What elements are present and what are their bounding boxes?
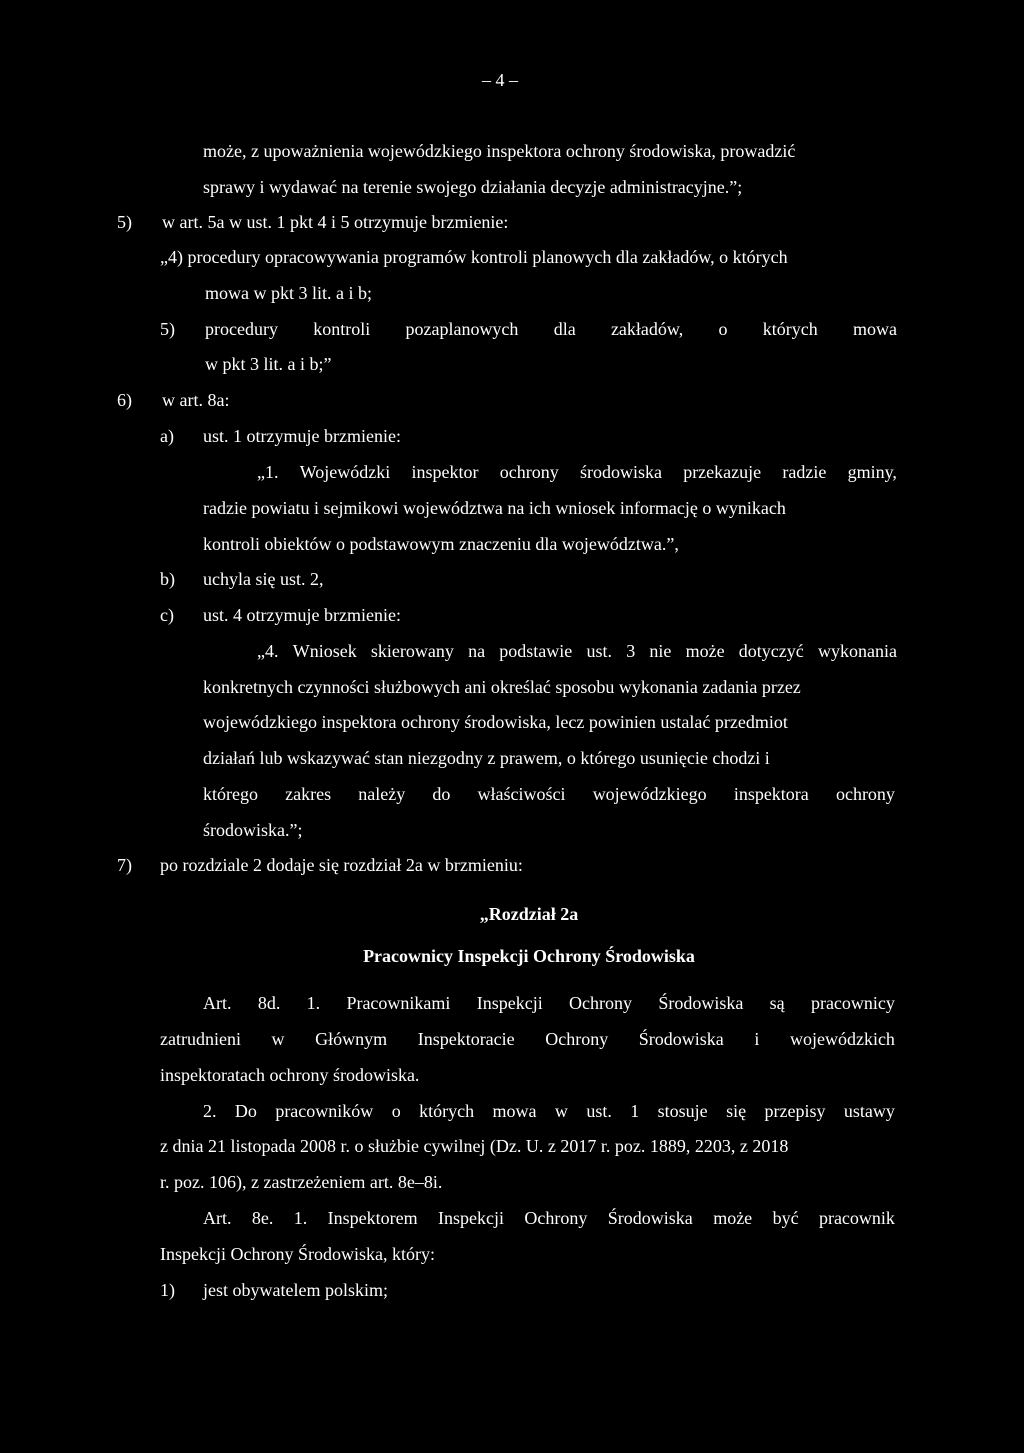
justified-line [257,461,897,483]
word: Ochrony [545,1029,609,1049]
word: nie [649,641,672,661]
page-number: – 4 – [482,70,518,90]
list-letter: a) [160,426,174,446]
word: podstawie [499,641,573,661]
word: Inspekcji [438,1208,505,1228]
word: do [432,784,451,804]
text-line: Inspekcji Ochrony Środowiska, który: [160,1244,435,1264]
word: przekazuje [683,462,762,482]
word: Środowiska [658,993,744,1013]
text-line: radzie powiatu i sejmikowi województwa na ich wniosek informację o wynikach [203,498,786,518]
text-line: inspektoratach ochrony środowiska. [160,1065,420,1085]
word: gminy, [847,462,897,482]
word: „1. [257,462,279,482]
word: mowa [492,1101,537,1121]
chapter-subtitle: Pracownicy Inspekcji Ochrony Środowiska [363,946,695,966]
word: na [468,641,486,661]
list-number: 5) [160,319,175,339]
list-number: 7) [117,855,132,875]
word: 8d. [257,993,281,1013]
word: zakres [285,784,332,804]
word: Inspektoracie [417,1029,515,1049]
chapter-title: „Rozdział 2a [479,904,579,924]
word: dotyczyć [738,641,804,661]
word: może [713,1208,753,1228]
word: pozaplanowych [405,319,519,339]
word: wojewódzkich [789,1029,895,1049]
text-line: w art. 8a: [162,390,230,410]
justified-line [257,640,897,662]
word: ust. [586,1101,612,1121]
word: Środowiska [638,1029,724,1049]
word: procedury [205,319,278,339]
word: mowa [852,319,897,339]
text-line: kontroli obiektów o podstawowym znaczeniu dla województwa.”, [203,534,679,554]
text-line: ust. 1 otrzymuje brzmienie: [203,426,401,446]
word: Art. [203,993,232,1013]
text-line: „4) procedury opracowywania programów kontroli planowych dla zakładów, o których [160,247,788,267]
word: Ochrony [524,1208,588,1228]
text-line: po rozdziale 2 dodaje się rozdział 2a w brzmieniu: [160,855,523,875]
text-line: uchyla się ust. 2, [203,569,324,589]
word: Do [234,1101,257,1121]
word: przepisy [764,1101,826,1121]
word: ochrony [835,784,895,804]
justified-line [203,992,895,1014]
word: „4. [257,641,279,661]
word: ust. [586,641,612,661]
text-line: mowa w pkt 3 lit. a i b; [205,283,372,303]
word: pracownicy [810,993,895,1013]
word: Art. [203,1208,232,1228]
word: zatrudnieni [160,1029,241,1049]
list-letter: c) [160,605,174,625]
text-line: w art. 5a w ust. 1 pkt 4 i 5 otrzymuje brzmienie: [162,212,509,232]
text-line: może, z upoważnienia wojewódzkiego inspektora ochrony środowiska, prowadzić [203,141,796,161]
word: środowiska [579,462,662,482]
word: 1. [293,1208,308,1228]
word: ustawy [843,1101,895,1121]
word: 1 [630,1101,640,1121]
word: i [754,1029,760,1049]
list-number: 1) [160,1280,175,1300]
word: 1. [306,993,321,1013]
text-line: ust. 4 otrzymuje brzmienie: [203,605,401,625]
word: Ochrony [569,993,633,1013]
text-line: środowiska.”; [203,820,303,840]
text-line: sprawy i wydawać na terenie swojego działania decyzje administracyjne.”; [203,177,743,197]
word: stosuje [657,1101,708,1121]
word: w [271,1029,285,1049]
word: się [726,1101,747,1121]
word: których [762,319,818,339]
word: może [685,641,725,661]
word: radzie [782,462,827,482]
word: kontroli [313,319,371,339]
word: w [554,1101,568,1121]
text-line: w pkt 3 lit. a i b;” [205,354,332,374]
word: Inspektorem [327,1208,418,1228]
word: zakładów, [610,319,684,339]
word: dla [553,319,576,339]
word: inspektor [411,462,479,482]
word: należy [358,784,406,804]
word: Wojewódzki [299,462,391,482]
word: wykonania [817,641,897,661]
word: Wniosek [292,641,357,661]
text-line: wojewódzkiego inspektora ochrony środowiska, lecz powinien ustalać przedmiot [203,712,788,732]
word: pracownik [818,1208,895,1228]
word: Inspekcji [476,993,543,1013]
justified-line [203,1100,895,1122]
word: 3 [626,641,636,661]
word: właściwości [477,784,566,804]
list-letter: b) [160,569,175,589]
word: być [772,1208,799,1228]
text-line: działań lub wskazywać stan niezgodny z prawem, o którego usunięcie chodzi i [203,748,770,768]
word: skierowany [370,641,454,661]
word: 8e. [251,1208,274,1228]
list-number: 6) [117,390,132,410]
word: inspektora [733,784,809,804]
word: Pracownikami [346,993,451,1013]
word: o [391,1101,401,1121]
list-number: 5) [117,212,132,232]
text-line: jest obywatelem polskim; [203,1280,388,1300]
text-line: r. poz. 106), z zastrzeżeniem art. 8e–8i. [160,1172,443,1192]
word: Środowiska [607,1208,693,1228]
justified-line [160,1028,895,1050]
word: o [718,319,728,339]
word: ochrony [499,462,559,482]
word: Głównym [315,1029,388,1049]
word: wojewódzkiego [592,784,707,804]
text-line: z dnia 21 listopada 2008 r. o służbie cywilnej (Dz. U. z 2017 r. poz. 1889, 2203, z 2018 [160,1136,789,1156]
text-line: konkretnych czynności służbowych ani określać sposobu wykonania zadania przez [203,677,801,697]
word: których [419,1101,475,1121]
word: 2. [203,1101,217,1121]
justified-line [203,1207,895,1229]
justified-line [205,318,897,340]
word: którego [203,784,258,804]
word: są [769,993,785,1013]
justified-line [203,783,895,805]
word: pracowników [275,1101,374,1121]
